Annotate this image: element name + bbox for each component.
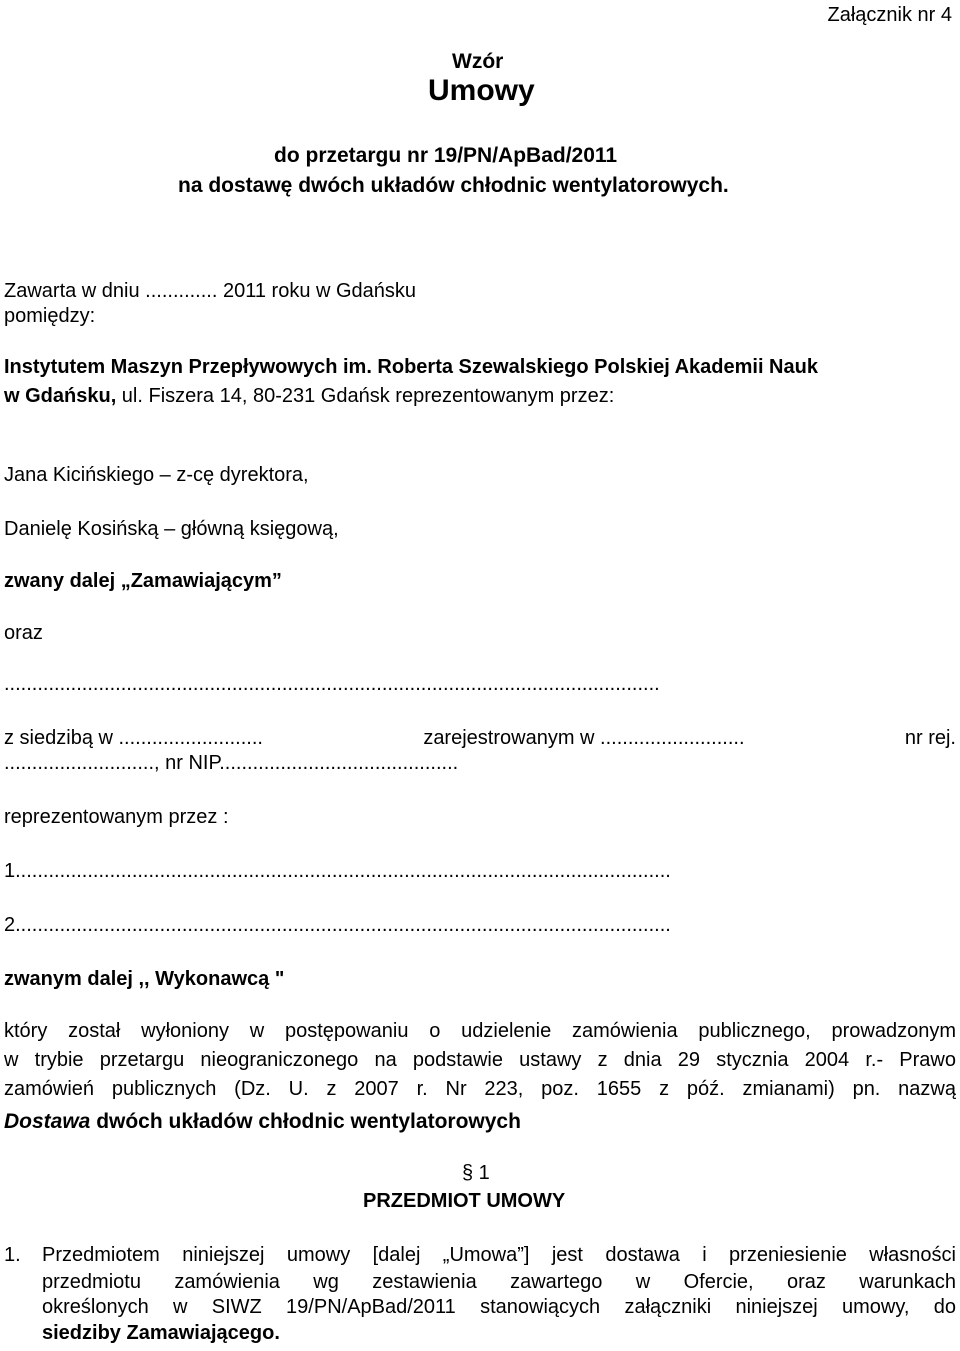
section-paragraph-number: § 1 (462, 1162, 490, 1184)
header-umowy: Umowy (428, 74, 535, 107)
annex-label: Załącznik nr 4 (827, 4, 952, 26)
item-line1: Przedmiotem niniejszej umowy [dalej „Umowa”] jest dostawa i przeniesienie własności (42, 1244, 956, 1266)
item-line4: siedziby Zamawiającego. (42, 1322, 280, 1344)
contractor-name-line: ...................................................................................................................... (4, 673, 660, 695)
person-1: Jana Kicińskiego – z-cę dyrektora, (4, 464, 309, 486)
siedziba-field: z siedzibą w .......................... (4, 727, 263, 749)
item-line2: przedmiotu zamówienia wg zestawienia zawartego w Ofercie, oraz warunkach (42, 1271, 956, 1293)
institute-address: ul. Fiszera 14, 80-231 Gdańsk reprezentowanym przez: (116, 385, 615, 407)
oraz: oraz (4, 622, 43, 644)
nr-rej-label: nr rej. (904, 727, 956, 749)
body-line3: zamówień publicznych (Dz. U. z 2007 r. Nr 223, poz. 1655 z póź. zmianami) pn. nazwą (4, 1078, 956, 1100)
reprezentowanym: reprezentowanym przez : (4, 806, 229, 828)
zwanym-wykonawca: zwanym dalej ,, Wykonawcą " (4, 968, 285, 990)
zarejestrowanym-field: zarejestrowanym w .......................... (423, 727, 745, 749)
representative-2: 2...................................................................................................................... (4, 914, 671, 936)
body-line2: w trybie przetargu nieograniczonego na podstawie ustawy z dnia 29 stycznia 2004 r.- Prawo (4, 1049, 956, 1071)
dostawa-italic: Dostawa (4, 1110, 91, 1133)
section-title: PRZEDMIOT UMOWY (363, 1190, 566, 1212)
header-wzor: Wzór (452, 50, 504, 73)
zwany-dalej: zwany dalej „Zamawiającym” (4, 570, 282, 592)
item-line3: określonych w SIWZ 19/PN/ApBad/2011 stanowiących załączniki niniejszej umowy, do (42, 1296, 956, 1318)
header-line2: na dostawę dwóch układów chłodnic wentylatorowych. (178, 174, 729, 197)
subject-title (4, 1110, 521, 1134)
dostawa-rest: dwóch układów chłodnic wentylatorowych (90, 1110, 521, 1133)
contractor-address-line (4, 727, 956, 750)
institute-city: w Gdańsku, (4, 385, 117, 407)
intro-zawarta: Zawarta w dniu ............. 2011 roku w Gdańsku (4, 280, 417, 302)
body-line1: który został wyłoniony w postępowaniu o udzielenie zamówienia publicznego, prowadzonym (4, 1020, 956, 1042)
institute-line1: Instytutem Maszyn Przepływowych im. Roberta Szewalskiego Polskiej Akademii Nauk (4, 356, 818, 378)
header-line1: do przetargu nr 19/PN/ApBad/2011 (274, 144, 618, 167)
nip-line: ..........................., nr NIP........................................... (4, 752, 459, 774)
item-number: 1. (4, 1244, 21, 1266)
institute-line2 (4, 385, 614, 408)
intro-pomiedzy: pomiędzy: (4, 305, 96, 327)
representative-1: 1...................................................................................................................... (4, 860, 671, 882)
person-2: Danielę Kosińską – główną księgową, (4, 518, 339, 540)
